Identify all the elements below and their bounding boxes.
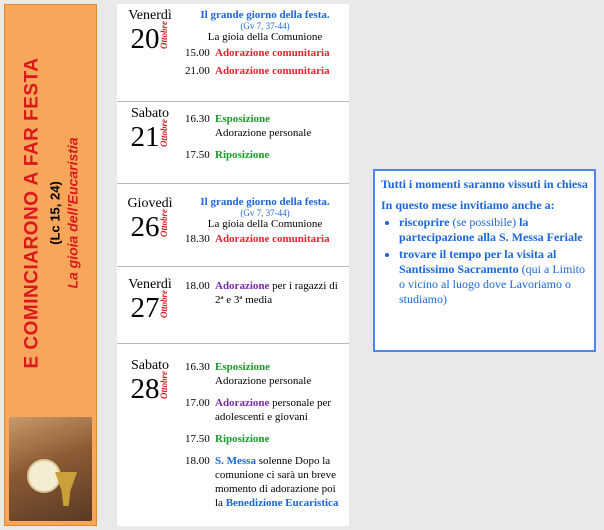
day-block: [117, 267, 349, 344]
day-heading-ref: (Gv 7, 37-44): [240, 21, 290, 31]
event-title: Esposizione: [215, 361, 271, 373]
list-item: [399, 247, 588, 307]
event-time: 16.30: [185, 113, 210, 125]
event-title: Adorazione comunitaria: [215, 233, 330, 245]
month-label: Ottobre: [158, 209, 169, 237]
event-title: Adorazione comunitaria: [215, 47, 330, 59]
event-row: [185, 360, 345, 374]
event-title: Riposizione: [215, 149, 270, 161]
date-column: [117, 102, 183, 152]
item-rest: la partecipazione alla S. Messa Feriale: [399, 215, 583, 244]
item-strong: trovare il tempo per la visita al Santissimo Sacramento: [399, 247, 557, 276]
date-column: [117, 273, 183, 323]
day-number: 27: [130, 292, 160, 324]
day-block: [117, 344, 349, 526]
event-time: 15.00: [185, 47, 210, 59]
day-name: Giovedì: [127, 196, 173, 211]
event-detail-text: Adorazione personale: [215, 127, 312, 139]
event-title: Adorazione comunitaria: [215, 65, 330, 77]
event-title: Esposizione: [215, 113, 271, 125]
event-detail: [185, 374, 345, 388]
event-row: [185, 46, 345, 60]
date-column: [117, 354, 183, 404]
info-box: [373, 169, 596, 352]
info-list: [381, 215, 588, 307]
event-tail: Benedizione Eucaristica: [225, 497, 339, 509]
month-label: Ottobre: [158, 290, 169, 318]
day-intro: La gioia della Comunione: [207, 218, 323, 230]
event-row: [185, 279, 345, 307]
day-name: Sabato: [130, 358, 170, 373]
side-banner: [4, 4, 97, 526]
event-time: 18.30: [185, 233, 210, 245]
month-label: Ottobre: [158, 371, 169, 399]
day-heading: Il grande giorno della festa.: [200, 196, 330, 208]
day-intro: La gioia della Comunione: [207, 31, 323, 43]
item-paren: (se possibile): [452, 215, 517, 229]
day-number: 28: [130, 373, 160, 405]
chalice-icon: [55, 472, 77, 506]
event-title: Adorazione: [215, 397, 270, 409]
eucharist-image: [9, 417, 92, 521]
event-time: 17.50: [185, 433, 210, 445]
list-item: [399, 215, 588, 245]
event-detail-text: Adorazione personale: [215, 375, 312, 387]
day-block: [117, 184, 349, 267]
event-row: [185, 64, 345, 78]
day-number: 20: [130, 23, 160, 55]
day-name: Sabato: [130, 106, 170, 121]
event-row: [185, 148, 345, 162]
event-title: S. Messa: [215, 455, 256, 467]
item-strong: riscoprire: [399, 215, 450, 229]
event-row: [185, 232, 345, 246]
event-time: 16.30: [185, 361, 210, 373]
event-time: 17.00: [185, 397, 210, 409]
event-detail-text: solenne Dopo la comunione ci sarà un breve momento di adorazione poi la: [215, 455, 336, 509]
events-column: [185, 112, 345, 162]
event-row: [185, 454, 345, 510]
event-detail-text: personale per adolescenti e giovani: [215, 397, 332, 423]
event-time: 18.00: [185, 455, 210, 467]
event-title: Riposizione: [215, 433, 270, 445]
event-time: 21.00: [185, 65, 210, 77]
day-heading-ref: (Gv 7, 37-44): [240, 208, 290, 218]
event-detail-text: per i ragazzi di 2ª e 3ª media: [215, 280, 338, 306]
item-paren: (qui a Limito o vicino al luogo dove Lavoriamo o studiamo): [399, 262, 585, 306]
event-row: [185, 396, 345, 424]
events-column: [185, 196, 345, 246]
month-label: Ottobre: [158, 21, 169, 49]
info-lead: In questo mese invitiamo anche a:: [381, 198, 555, 212]
info-intro: Tutti i momenti saranno vissuti in chiesa: [381, 177, 588, 191]
banner-text: [21, 57, 80, 368]
event-row: [185, 112, 345, 126]
day-heading: Il grande giorno della festa.: [200, 9, 330, 21]
day-name: Venerdì: [128, 277, 172, 292]
event-time: 18.00: [185, 280, 210, 292]
events-column: [185, 360, 345, 510]
schedule-card: [117, 4, 349, 526]
event-detail: [185, 126, 345, 140]
event-title: Adorazione: [215, 280, 270, 292]
day-name: Venerdì: [128, 8, 172, 23]
banner-subtitle: La gioia dell'Eucaristia: [64, 137, 80, 289]
event-time: 17.50: [185, 149, 210, 161]
date-column: [117, 4, 183, 54]
host-icon: [27, 459, 61, 493]
day-block: [117, 4, 349, 102]
day-number: 21: [130, 121, 160, 153]
events-column: [185, 279, 345, 307]
day-number: 26: [130, 211, 160, 243]
event-row: [185, 432, 345, 446]
month-label: Ottobre: [158, 119, 169, 147]
day-block: [117, 102, 349, 184]
events-column: [185, 9, 345, 78]
banner-reference: (Lc 15, 24): [47, 181, 62, 245]
date-column: [117, 192, 183, 242]
banner-title: E COMINCIARONO A FAR FESTA: [21, 57, 42, 369]
